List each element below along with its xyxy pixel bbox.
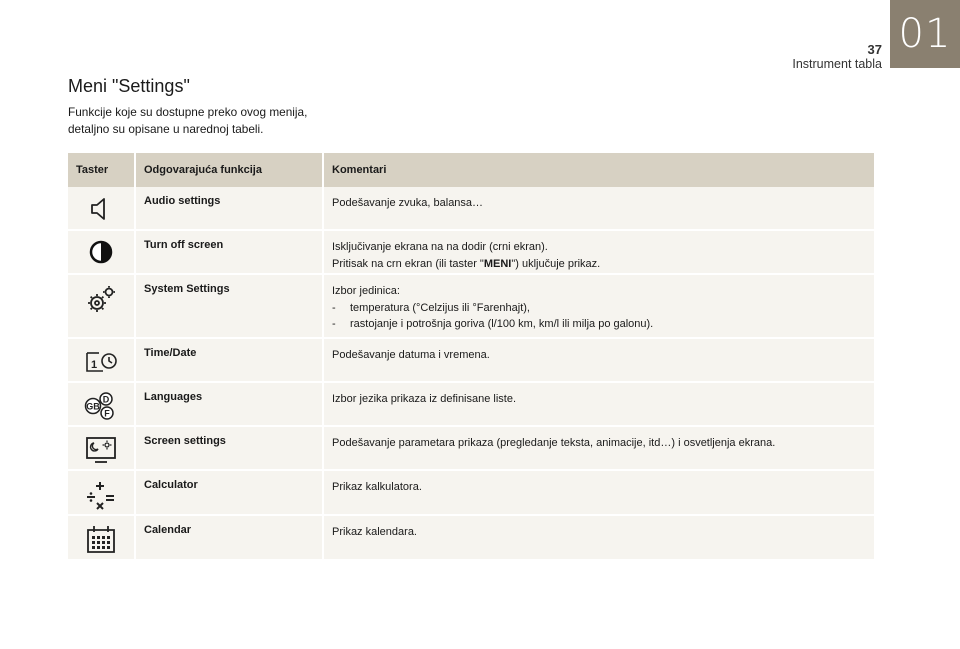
icon-cell: [68, 427, 136, 471]
svg-text:F: F: [104, 408, 110, 419]
languages-icon: [82, 391, 120, 424]
header-function: Odgovarajuća funkcija: [136, 153, 324, 187]
chapter-tab: 01: [890, 0, 960, 68]
settings-table: [68, 153, 874, 561]
comment: Podešavanje datuma i vremena.: [324, 339, 874, 383]
intro-paragraph: Funkcije koje su dostupne preko ovog menija, detaljno su opisane u narednoj tabeli.: [68, 105, 308, 136]
function-name: Languages: [136, 383, 324, 427]
calendar-icon: [84, 524, 118, 559]
icon-cell: [68, 275, 136, 339]
comment: Podešavanje parametara prikaza (pregledanje teksta, animacije, itd…) i osvetljenja ekrana.: [324, 427, 874, 471]
svg-text:D: D: [102, 394, 110, 405]
function-name: System Settings: [136, 275, 324, 339]
gears-icon: [84, 283, 118, 320]
header-comments: Komentari: [324, 153, 874, 187]
function-name: Time/Date: [136, 339, 324, 383]
function-name: Turn off screen: [136, 231, 324, 275]
table-row-calendar: [68, 516, 874, 561]
table-row-languages: [68, 383, 874, 427]
function-name: Screen settings: [136, 427, 324, 471]
icon-cell: [68, 231, 136, 275]
svg-text:1: 1: [91, 359, 98, 371]
calculator-icon: [82, 479, 120, 514]
page-section-title: Instrument tabla: [792, 57, 882, 71]
icon-cell: [68, 187, 136, 231]
icon-cell: [68, 383, 136, 427]
half-circle-icon: [88, 239, 114, 268]
comment: Prikaz kalkulatora.: [324, 471, 874, 516]
comment: Izbor jezika prikaza iz definisane liste.: [324, 383, 874, 427]
comment: Izbor jedinica: - temperatura (°Celzijus ili °Farenhajt), - rastojanje i potrošnja goriva (l/100 km, km/l ili milja po galonu).: [324, 275, 874, 339]
page-title: Meni "Settings": [68, 76, 190, 96]
table-row-calculator: [68, 471, 874, 516]
icon-cell: [68, 516, 136, 561]
table-row-system-settings: [68, 275, 874, 339]
table-row-audio-settings: [68, 187, 874, 231]
page-number: 37: [867, 42, 882, 57]
speaker-icon: [87, 195, 115, 226]
table-header-row: [68, 153, 874, 187]
table-row-turn-off-screen: [68, 231, 874, 275]
table-row-screen-settings: [68, 427, 874, 471]
screen-settings-icon: [84, 435, 118, 468]
icon-cell: [68, 471, 136, 516]
table-row-time-date: [68, 339, 874, 383]
svg-text:GB: GB: [86, 401, 100, 412]
function-name: Calendar: [136, 516, 324, 561]
icon-cell: [68, 339, 136, 383]
comment: Isključivanje ekrana na na dodir (crni ekran). Pritisak na crn ekran (ili taster "MENI") uključuje prikaz.: [324, 231, 874, 275]
function-name: Audio settings: [136, 187, 324, 231]
header-taster: Taster: [68, 153, 136, 187]
comment: Prikaz kalendara.: [324, 516, 874, 561]
function-name: Calculator: [136, 471, 324, 516]
comment: Podešavanje zvuka, balansa…: [324, 187, 874, 231]
calendar-clock-icon: [83, 347, 119, 378]
